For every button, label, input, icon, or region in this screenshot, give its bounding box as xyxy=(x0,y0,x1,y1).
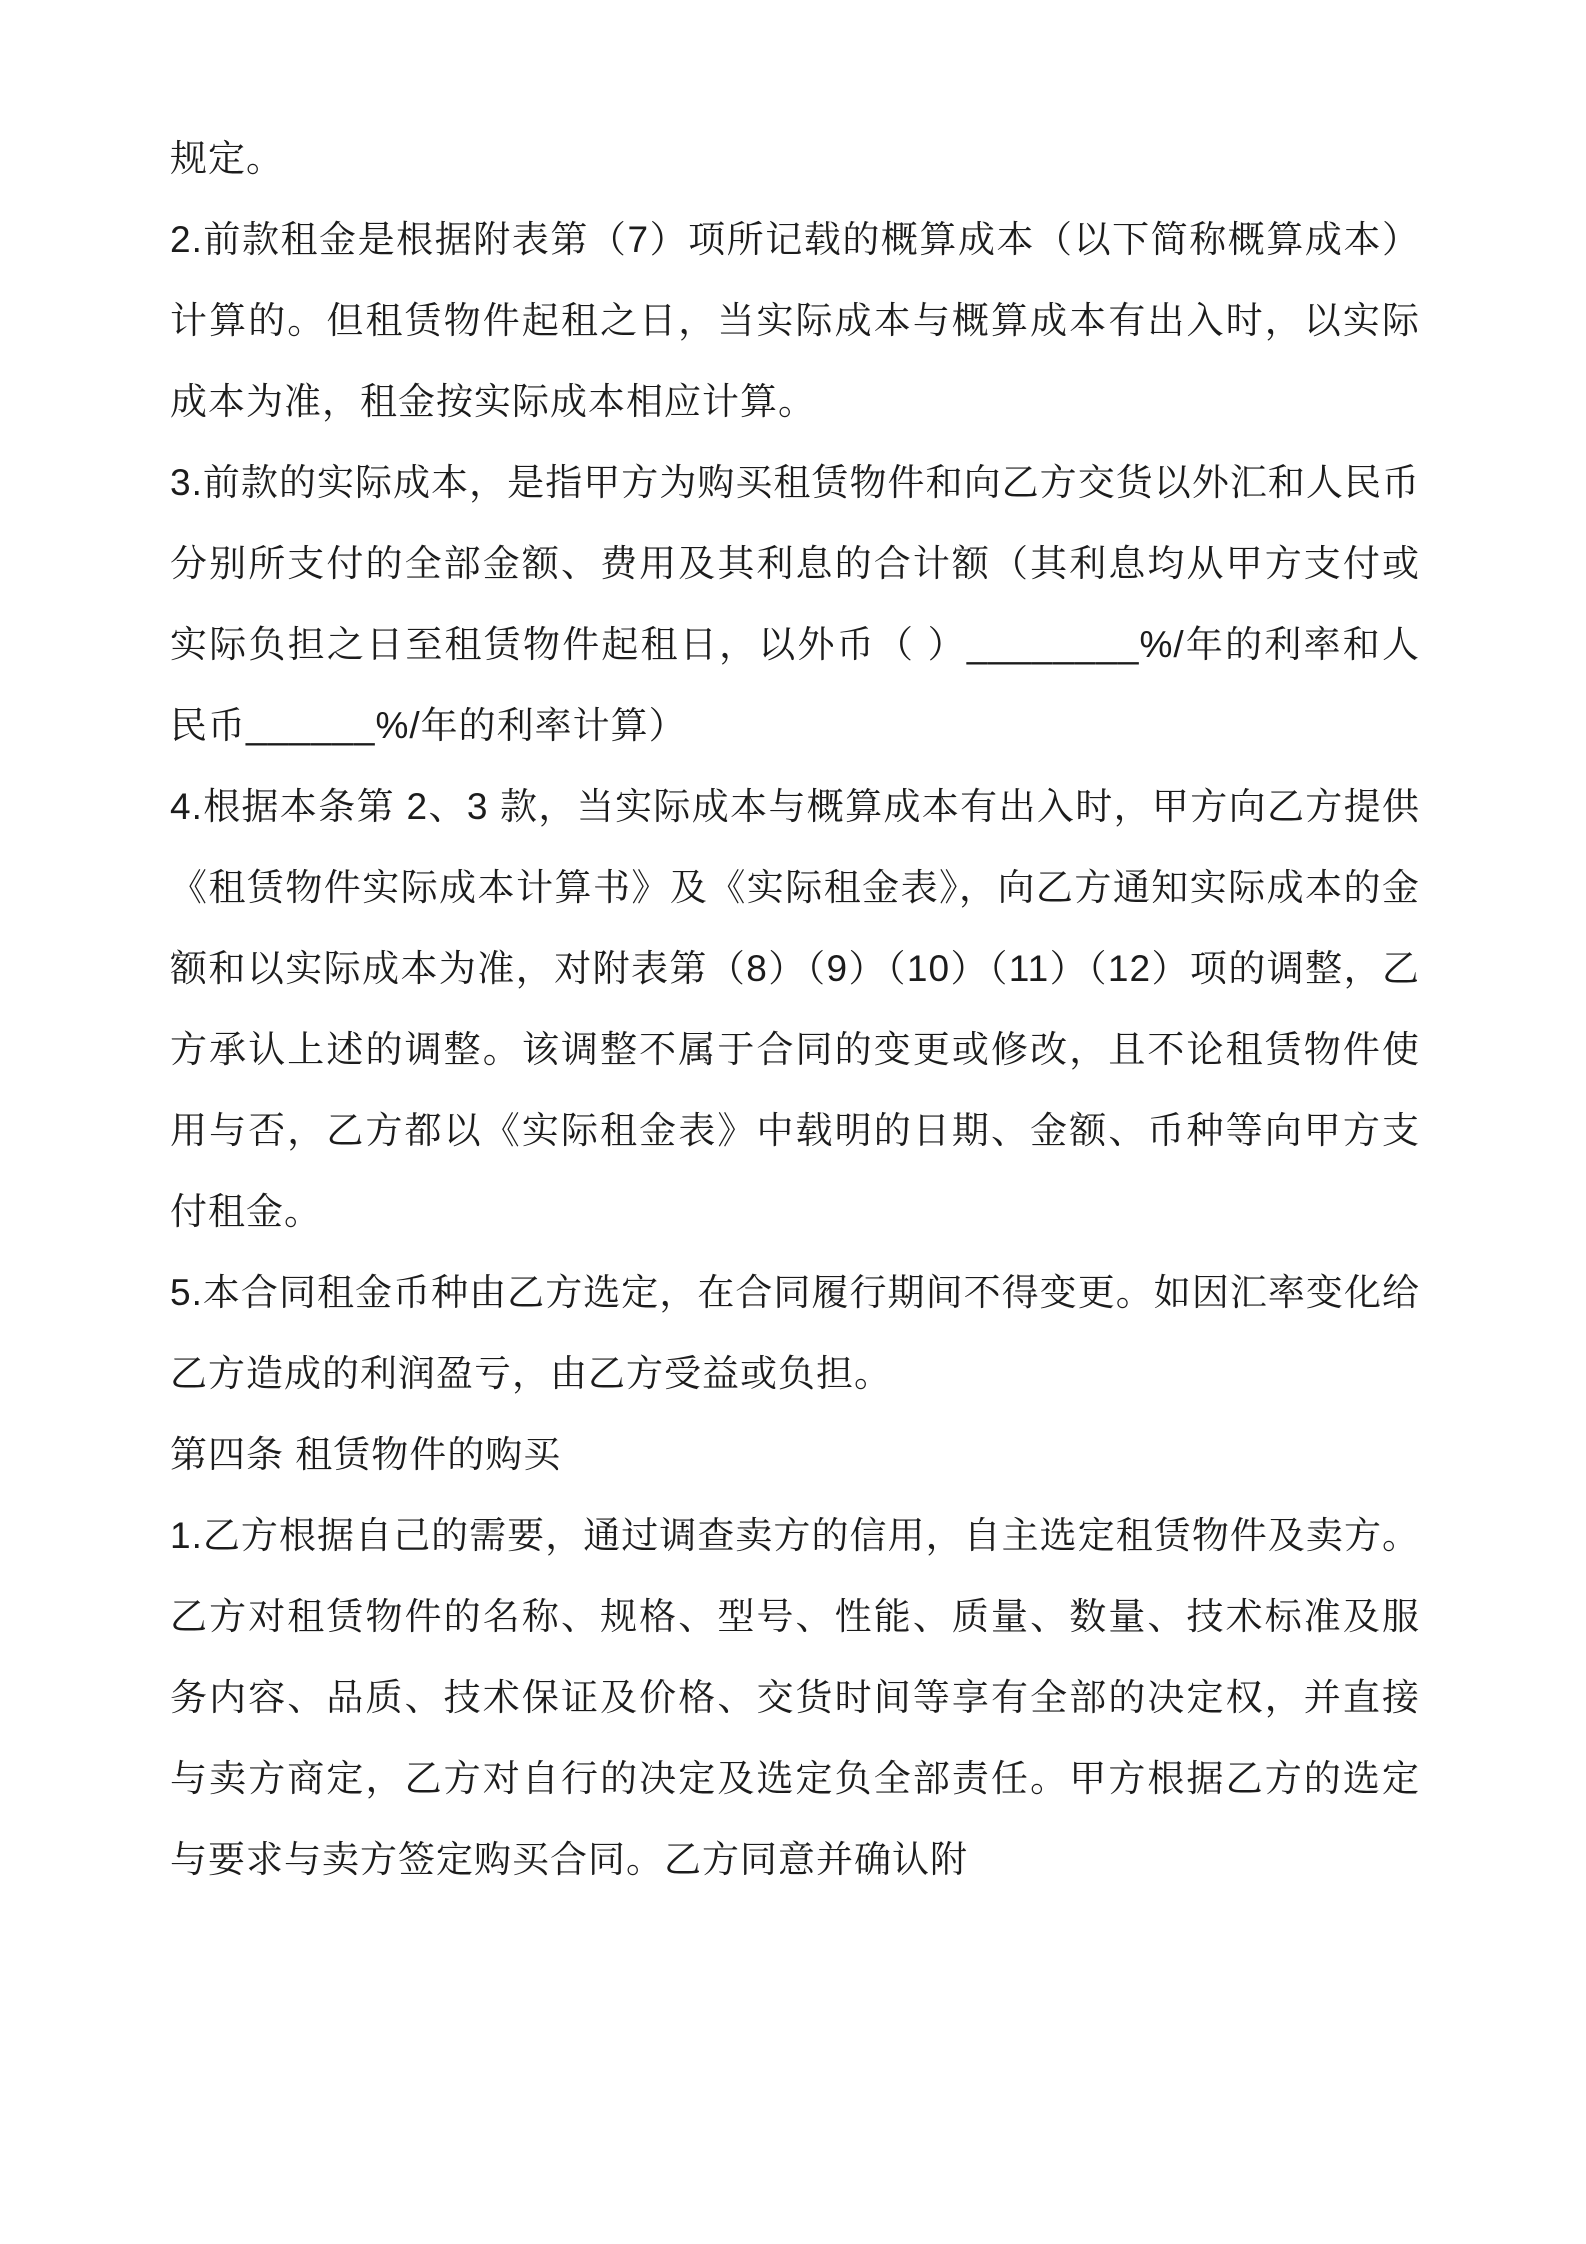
paragraph-clause-4: 4.根据本条第 2、3 款，当实际成本与概算成本有出入时，甲方向乙方提供《租赁物件实际成本计算书》及《实际租金表》，向乙方通知实际成本的金额和以实际成本为准，对附表第（8）（9）（10）（11）（12）项的调整，乙方承认上述的调整。该调整不属于合同的变更或修改，且不论租赁物件使用与否，乙方都以《实际租金表》中载明的日期、金额、币种等向甲方支付租金。 xyxy=(170,786,1420,1232)
document-body xyxy=(170,118,1420,1900)
paragraph-article4-clause-1: 1.乙方根据自己的需要，通过调查卖方的信用，自主选定租赁物件及卖方。乙方对租赁物件的名称、规格、型号、性能、质量、数量、技术标准及服务内容、品质、技术保证及价格、交货时间等享有全部的决定权，并直接与卖方商定，乙方对自行的决定及选定负全部责任。甲方根据乙方的选定与要求与卖方签定购买合同。乙方同意并确认附 xyxy=(170,1515,1420,1880)
paragraph-rule-end: 规定。 xyxy=(170,138,284,179)
paragraph-clause-2: 2.前款租金是根据附表第（7）项所记载的概算成本（以下简称概算成本）计算的。但租赁物件起租之日，当实际成本与概算成本有出入时，以实际成本为准，租金按实际成本相应计算。 xyxy=(170,219,1420,422)
paragraph-clause-5: 5.本合同租金币种由乙方选定，在合同履行期间不得变更。如因汇率变化给乙方造成的利润盈亏，由乙方受益或负担。 xyxy=(170,1272,1420,1394)
section-heading-article-4: 第四条 租赁物件的购买 xyxy=(170,1434,562,1475)
paragraph-clause-3: 3.前款的实际成本，是指甲方为购买租赁物件和向乙方交货以外汇和人民币分别所支付的全部金额、费用及其利息的合计额（其利息均从甲方支付或实际负担之日至租赁物件起租日，以外币（ ）________%/年的利率和人民币______%/年的利率计算） xyxy=(170,462,1420,746)
